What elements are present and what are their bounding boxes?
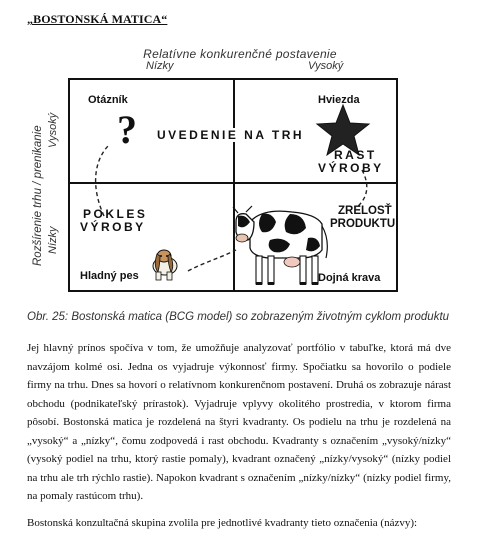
body-paragraph-1: Jej hlavný prínos spočíva v tom, že umožňuje analyzovať portfólio v tabuľke, ktorá má dve navzájom kolmé osi. Jedna os vyjadruje výkonnosť firmy. Spočiatku sa hovorilo o podiele firmy na trhu. Dnes sa hovorí o relatívnom konkurenčnom postavení. Druhá os zobrazuje nárast obchodu (podnikateľský prírastok). Vyjadruje vplyvy okolitého prostredia, v ktorom firma pôsobí. Bostonská matica je rozdelená na štyri kvadranty. Os podielu na trhu je rozdelená na „vysoký“ a „nízky“, čomu zodpovedá i rast obchodu. Kvadranty s označením „vysoký/nízky“ (vysoký podiel na trhu, ktorý rastie pomaly), kvadrant označený „nízky/vysoký“ (nízky podiel na trhu ale trh rýchlo rastie). Napokon kvadrant s označením „nízky/nízky“ (nízky podiel firmy, na pomaly rastúcom trhu). <box>27 342 451 502</box>
y-axis-title: Rozšírenie trhu / prenikanie <box>32 125 44 266</box>
phase-maturity-line-2: PRODUKTU <box>330 218 396 230</box>
phase-introduction: UVEDENIE NA TRH <box>157 128 305 142</box>
question-mark-icon <box>117 107 137 152</box>
lifecycle-curve-bottom <box>188 250 236 271</box>
quadrant-cash-cow-label: Dojná krava <box>318 272 381 284</box>
quadrant-dog-label: Hladný pes <box>80 270 139 282</box>
section-heading: „BOSTONSKÁ MATICA“ <box>27 12 168 26</box>
x-axis-high-label: Vysoký <box>308 60 344 72</box>
phase-growth-line-2: VÝROBY <box>318 161 384 175</box>
quadrant-star-label: Hviezda <box>318 94 360 106</box>
quadrant-question-mark-label: Otázník <box>88 94 128 106</box>
body-paragraph-2: Bostonská konzultačná skupina zvolila pre jednotlivé kvadranty tieto označenia (názvy): <box>27 517 418 529</box>
phase-decline-line-2: VÝROBY <box>80 220 146 234</box>
phase-decline-line-1: POKLES <box>83 207 148 221</box>
cow-icon <box>233 206 327 285</box>
phase-maturity-line-1: ZRELOSŤ <box>338 205 392 217</box>
x-axis-low-label: Nízky <box>146 60 174 72</box>
y-axis-low-label: Nízky <box>47 226 59 254</box>
dog-icon <box>153 250 177 280</box>
lifecycle-curve-right <box>356 170 367 208</box>
lifecycle-curve <box>96 146 108 216</box>
figure-caption: Obr. 25: Bostonská matica (BCG model) so zobrazeným životným cyklom produktu <box>27 311 450 323</box>
svg-text:?: ? <box>117 107 137 152</box>
phase-growth-line-1: RAST <box>334 148 377 162</box>
x-axis-title: Relatívne konkurenčné postavenie <box>143 47 337 61</box>
y-axis-high-label: Vysoký <box>47 112 59 148</box>
